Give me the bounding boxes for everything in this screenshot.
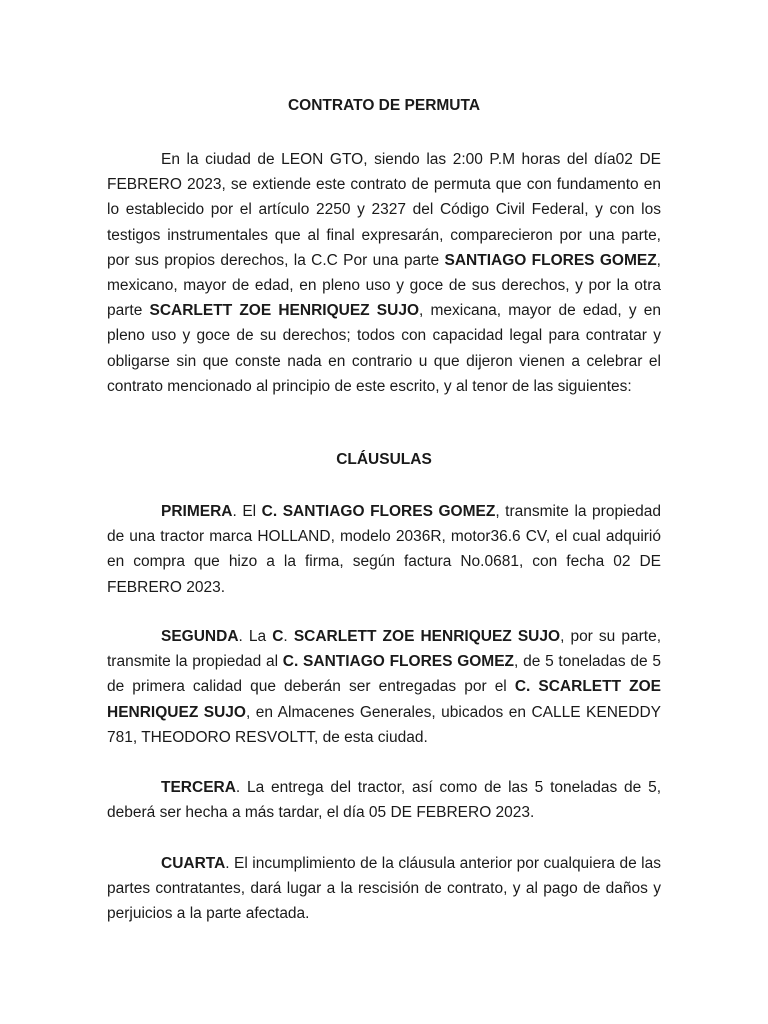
party-name: C. SANTIAGO FLORES GOMEZ <box>261 503 496 520</box>
clause-label: TERCERA <box>161 779 236 796</box>
clause-tercera <box>107 775 661 825</box>
clause-text: , de 5 toneladas de 5 de primera calidad que deberán ser entregadas por el <box>107 653 661 696</box>
clause-text: , por su parte, transmite la propiedad al <box>107 628 661 671</box>
intro-paragraph <box>107 147 661 399</box>
intro-text: , mexicano, mayor de edad, en pleno uso y goce de sus derechos, y por la otra parte <box>107 251 661 320</box>
party-name: SCARLETT ZOE HENRIQUEZ SUJO <box>149 302 419 320</box>
party-title: C <box>272 628 284 645</box>
document-title: CONTRATO DE PERMUTA <box>287 97 481 114</box>
clause-primera <box>107 499 661 600</box>
clause-text: . El incumplimiento de la cláusula anterior por cualquiera de las partes contratantes, dará lugar a la rescisión de contrato, y al pago de daños y perjuicios a la parte afectada. <box>107 855 661 923</box>
clause-cuarta <box>107 851 661 927</box>
clause-text: . La <box>238 628 273 645</box>
clause-segunda <box>107 624 661 750</box>
clause-label: PRIMERA <box>161 503 233 520</box>
party-name: SCARLETT ZOE HENRIQUEZ SUJO <box>293 628 561 645</box>
clause-text: . <box>283 628 294 645</box>
clauses-heading: CLÁUSULAS <box>336 451 432 468</box>
clause-text: , transmite la propiedad de una tractor marca HOLLAND, modelo 2036R, motor36.6 CV, el cual adquirió en compra que hizo a la firma, según factura No.0681, con fecha 02 DE FEBRERO 2023. <box>107 503 662 596</box>
clause-text: . El <box>232 503 262 520</box>
clause-text: , en Almacenes Generales, ubicados en CALLE KENEDDY 781, THEODORO RESVOLTT, de esta ciudad. <box>107 703 661 746</box>
party-name: C. SCARLETT ZOE HENRIQUEZ SUJO <box>107 678 661 721</box>
party-name: C. SANTIAGO FLORES GOMEZ <box>282 653 515 671</box>
clause-text: . La entrega del tractor, así como de las 5 toneladas de 5, deberá ser hecha a más tardar, el día 05 DE FEBRERO 2023. <box>107 779 661 822</box>
intro-text: En la ciudad de LEON GTO, siendo las 2:00 P.M horas del día02 DE FEBRERO 2023, se extiende este contrato de permuta que con fundamento en lo establecido por el artículo 2250 y 2327 del Código Civil Federal, y con los testigos instrumentales que al final expresarán, comparecieron por una parte, por sus propios derechos, la C.C Por una parte <box>107 151 661 269</box>
clause-label: SEGUNDA <box>161 628 239 645</box>
party-name: SANTIAGO FLORES GOMEZ <box>444 251 657 269</box>
clause-label: CUARTA <box>161 855 226 872</box>
intro-text: , mexicana, mayor de edad, y en pleno uso y goce de su derechos; todos con capacidad legal para contratar y obligarse sin que conste nada en contrario u que dijeron vienen a celebrar el contrato mencionado al principio de este escrito, y al tenor de las siguientes: <box>107 302 661 395</box>
